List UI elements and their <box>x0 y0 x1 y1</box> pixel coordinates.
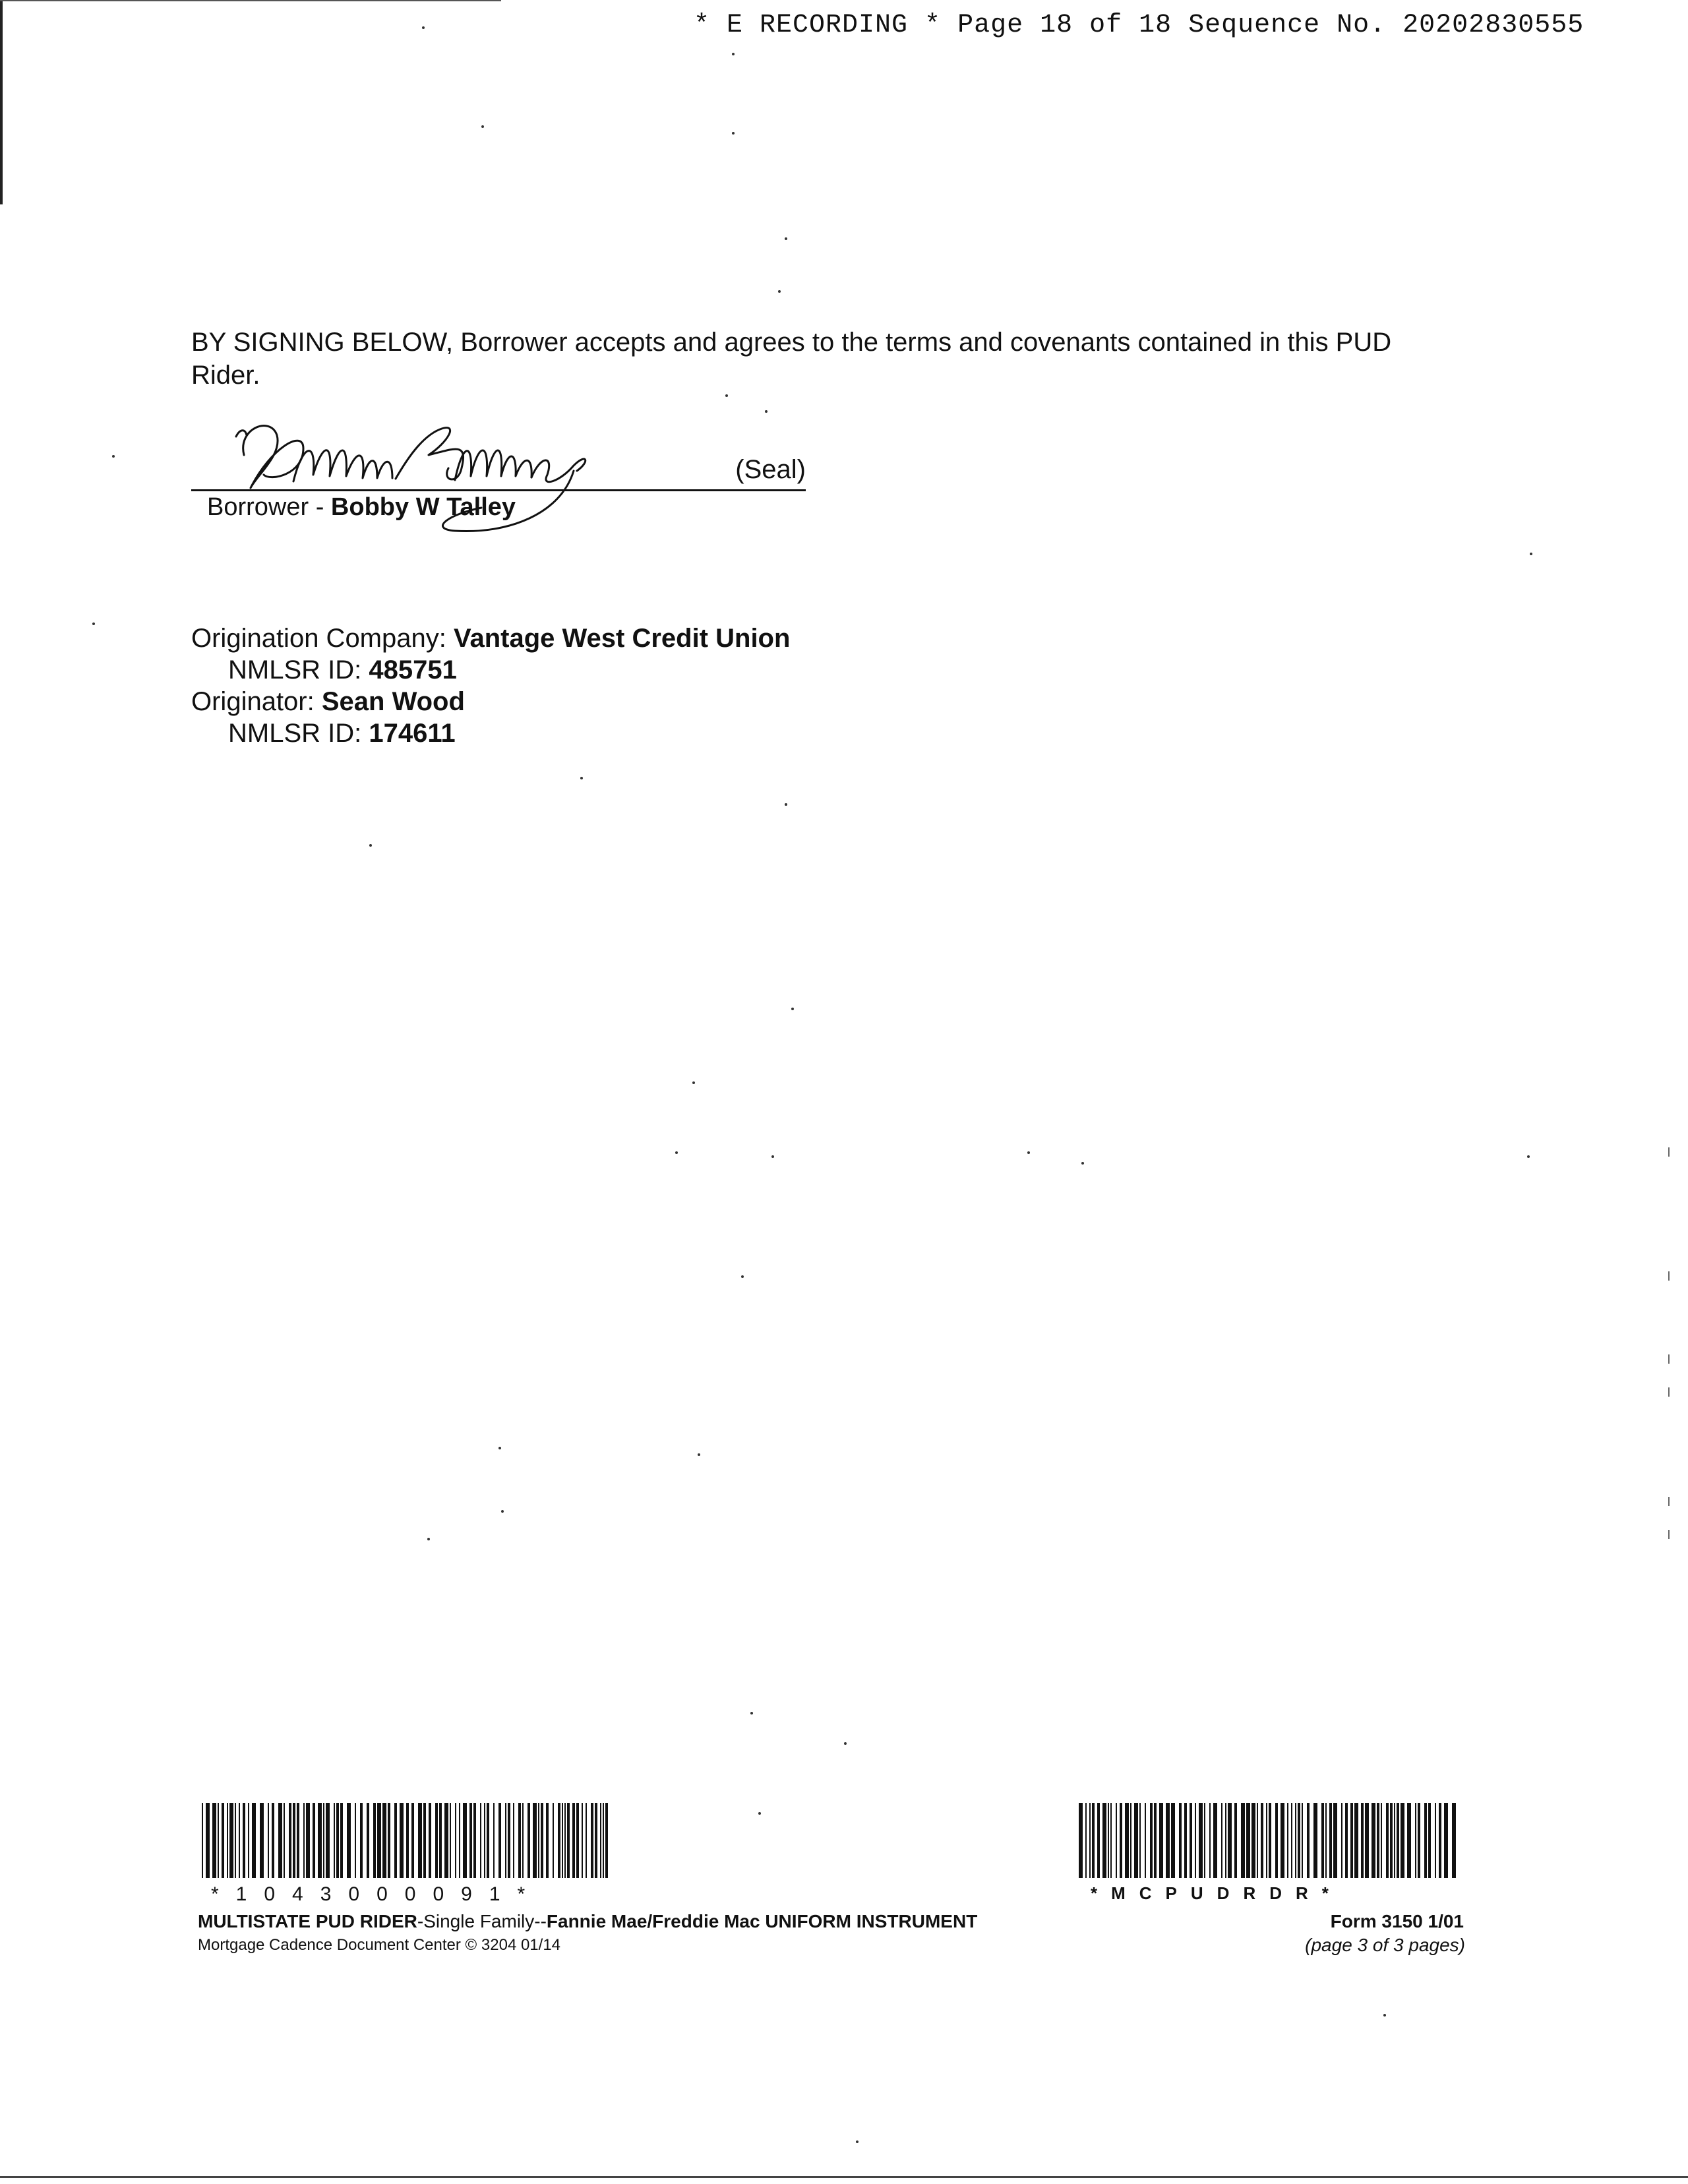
barcode-bar <box>373 1803 376 1878</box>
originator-nmlsr-id: 174611 <box>369 719 456 748</box>
scan-tick <box>1668 1497 1670 1506</box>
barcode-bar <box>1190 1803 1192 1878</box>
barcode-bar <box>1381 1803 1382 1878</box>
barcode-bar <box>459 1803 460 1878</box>
company-nmlsr-id: 485751 <box>369 655 457 684</box>
barcode-bar <box>1354 1803 1358 1878</box>
barcode-bar <box>1333 1803 1337 1878</box>
barcode-bar <box>1116 1803 1117 1878</box>
form-number: Form 3150 1/01 <box>1330 1911 1464 1931</box>
scan-tick <box>1668 1147 1670 1157</box>
barcode-bar <box>235 1803 236 1878</box>
barcode-bar <box>1415 1803 1416 1878</box>
scan-speck <box>778 290 781 293</box>
barcode-bar <box>1325 1803 1327 1878</box>
barcode-bar <box>567 1803 570 1878</box>
barcode-bar <box>1394 1803 1395 1878</box>
barcode-left <box>202 1803 611 1878</box>
barcode-bar <box>518 1803 521 1878</box>
barcode-bar <box>1092 1803 1095 1878</box>
barcode-bar <box>473 1803 476 1878</box>
scan-tick <box>1668 1530 1670 1539</box>
barcode-bar <box>1120 1803 1122 1878</box>
barcode-bar <box>293 1803 295 1878</box>
barcode-bar <box>400 1803 404 1878</box>
barcode-bar <box>1418 1803 1420 1878</box>
barcode-bar <box>1154 1803 1157 1878</box>
scan-speck <box>481 125 484 128</box>
barcode-bar <box>444 1803 448 1878</box>
barcode-bar <box>480 1803 481 1878</box>
barcode-right <box>1079 1803 1456 1878</box>
barcode-bar <box>1401 1803 1404 1878</box>
barcode-bar <box>1261 1803 1263 1878</box>
seal-label: (Seal) <box>735 455 806 484</box>
barcode-bar <box>202 1803 203 1878</box>
barcode-bar <box>340 1803 343 1878</box>
barcode-bar <box>355 1803 356 1878</box>
barcode-bar <box>1281 1803 1284 1878</box>
barcode-bar <box>1166 1803 1170 1878</box>
barcode-bar <box>455 1803 456 1878</box>
barcode-bar <box>326 1803 330 1878</box>
barcode-bar <box>388 1803 390 1878</box>
scan-speck <box>692 1081 695 1084</box>
originator-label: Originator: <box>191 687 322 716</box>
barcode-bar <box>1184 1803 1187 1878</box>
barcode-bar <box>1089 1803 1091 1878</box>
barcode-bar <box>1110 1803 1112 1878</box>
barcode-bar <box>1424 1803 1427 1878</box>
form-subtitle: Mortgage Cadence Document Center © 3204 01/14 <box>198 1936 561 1954</box>
barcode-bar <box>284 1803 285 1878</box>
barcode-bar <box>1435 1803 1436 1878</box>
barcode-bar <box>498 1803 501 1878</box>
barcode-bar <box>429 1803 431 1878</box>
scan-speck <box>369 844 372 847</box>
scan-speck <box>785 803 787 806</box>
barcode-bar <box>1195 1803 1196 1878</box>
barcode-bar <box>1307 1803 1310 1878</box>
agreement-text: BY SIGNING BELOW, Borrower accepts and agrees to the terms and covenants contained in this PUD Rider. <box>191 328 1392 390</box>
barcode-bar <box>541 1803 543 1878</box>
originator-row <box>191 686 790 717</box>
barcode-bar <box>306 1803 310 1878</box>
barcode-bar <box>546 1803 549 1878</box>
borrower-name: Bobby W Talley <box>330 493 516 521</box>
borrower-prefix: Borrower - <box>207 493 331 521</box>
barcode-bar <box>528 1803 530 1878</box>
barcode-bar <box>1204 1803 1205 1878</box>
barcode-bar <box>1377 1803 1379 1878</box>
barcode-bar <box>239 1803 240 1878</box>
origination-info <box>191 622 790 749</box>
barcode-bar <box>206 1803 210 1878</box>
barcode-bar <box>406 1803 409 1878</box>
barcode-bar <box>1108 1803 1109 1878</box>
scan-speck <box>1383 2014 1386 2017</box>
form-title-bold2: Fannie Mae/Freddie Mac UNIFORM INSTRUMENT <box>546 1911 978 1931</box>
scan-speck <box>112 455 115 458</box>
scan-speck <box>1530 553 1532 555</box>
barcode-bar <box>487 1803 489 1878</box>
barcode-bar <box>243 1803 245 1878</box>
barcode-bar <box>1361 1803 1364 1878</box>
barcode-bar <box>1390 1803 1393 1878</box>
barcode-bar <box>1199 1803 1203 1878</box>
barcode-bar <box>1228 1803 1232 1878</box>
scan-edge-top <box>0 0 501 1</box>
barcode-bar <box>313 1803 315 1878</box>
barcode-bar <box>591 1803 593 1878</box>
scan-speck <box>1027 1151 1030 1154</box>
barcode-right-text: *MCPUDRDR* <box>1091 1883 1342 1903</box>
scan-speck <box>422 26 425 29</box>
origination-company-row <box>191 622 790 654</box>
barcode-bar <box>1234 1803 1237 1878</box>
barcode-bar <box>1246 1803 1250 1878</box>
barcode-bar <box>1125 1803 1129 1878</box>
scan-edge-bottom <box>0 2176 1688 2178</box>
barcode-bar <box>1428 1803 1431 1878</box>
barcode-bar <box>229 1803 233 1878</box>
form-title-bold: MULTISTATE PUD RIDER <box>198 1911 417 1931</box>
barcode-bar <box>1251 1803 1255 1878</box>
scan-speck <box>1527 1155 1530 1158</box>
barcode-bar <box>418 1803 422 1878</box>
barcode-bar <box>1407 1803 1411 1878</box>
barcode-bar <box>1241 1803 1245 1878</box>
barcode-bar <box>222 1803 224 1878</box>
scan-speck <box>750 1712 753 1714</box>
scan-speck <box>427 1538 430 1540</box>
scan-speck <box>698 1453 700 1456</box>
barcode-bar <box>439 1803 442 1878</box>
barcode-left-text: *1043000091* <box>211 1883 543 1905</box>
barcode-bar <box>334 1803 335 1878</box>
barcode-bar <box>272 1803 274 1878</box>
barcode-bar <box>564 1803 566 1878</box>
barcode-bar <box>227 1803 228 1878</box>
borrower-label <box>207 493 516 522</box>
barcode-bar <box>558 1803 560 1878</box>
barcode-bar <box>1452 1803 1456 1878</box>
barcode-bar <box>289 1803 291 1878</box>
barcode-bar <box>318 1803 322 1878</box>
barcode-bar <box>411 1803 414 1878</box>
scan-speck <box>771 1155 774 1158</box>
barcode-bar <box>252 1803 256 1878</box>
barcode-bar <box>484 1803 485 1878</box>
barcode-bar <box>1130 1803 1131 1878</box>
barcode-bar <box>1298 1803 1300 1878</box>
barcode-bar <box>605 1803 608 1878</box>
barcode-bar <box>336 1803 339 1878</box>
barcode-bar <box>1139 1803 1141 1878</box>
origination-company-name: Vantage West Credit Union <box>453 624 791 653</box>
barcode-bar <box>553 1803 554 1878</box>
barcode-bar <box>1350 1803 1353 1878</box>
barcode-bar <box>538 1803 539 1878</box>
scan-speck <box>580 777 583 779</box>
barcode-bar <box>582 1803 583 1878</box>
barcode-bar <box>394 1803 397 1878</box>
barcode-bar <box>469 1803 472 1878</box>
barcode-bar <box>595 1803 597 1878</box>
barcode-bar <box>1179 1803 1182 1878</box>
scan-speck <box>844 1742 847 1745</box>
barcode-bar <box>1209 1803 1211 1878</box>
barcode-bar <box>505 1803 506 1878</box>
scan-speck <box>785 237 787 240</box>
barcode-bar <box>1085 1803 1087 1878</box>
signature-line <box>191 489 806 491</box>
form-title <box>198 1911 977 1932</box>
barcode-bar <box>382 1803 386 1878</box>
barcode-bar <box>1397 1803 1399 1878</box>
scan-speck <box>92 622 95 625</box>
barcode-bar <box>1257 1803 1258 1878</box>
barcode-bar <box>493 1803 495 1878</box>
barcode-bar <box>268 1803 269 1878</box>
barcode-bar <box>562 1803 563 1878</box>
barcode-bar <box>463 1803 467 1878</box>
barcode-bar <box>1097 1803 1100 1878</box>
scan-tick <box>1668 1387 1670 1397</box>
barcode-bar <box>1145 1803 1146 1878</box>
scan-speck <box>675 1151 678 1154</box>
barcode-bar <box>513 1803 514 1878</box>
form-page-count: (page 3 of 3 pages) <box>1305 1935 1465 1955</box>
barcode-bar <box>278 1803 282 1878</box>
barcode-bar <box>212 1803 216 1878</box>
barcode-bar <box>377 1803 381 1878</box>
barcode-bar <box>347 1803 351 1878</box>
form-title-normal: -Single Family-- <box>417 1911 547 1931</box>
barcode-bar <box>450 1803 451 1878</box>
scan-speck <box>856 2140 859 2143</box>
origination-company-label: Origination Company: <box>191 624 454 653</box>
barcode-bar <box>1345 1803 1348 1878</box>
barcode-bar <box>1275 1803 1278 1878</box>
scan-speck <box>758 1812 761 1815</box>
barcode-bar <box>1225 1803 1226 1878</box>
barcode-bar <box>1159 1803 1163 1878</box>
barcode-bar <box>508 1803 510 1878</box>
barcode-bar <box>1439 1803 1441 1878</box>
barcode-bar <box>1269 1803 1271 1878</box>
barcode-bar <box>572 1803 575 1878</box>
barcode-bar <box>533 1803 537 1878</box>
barcode-bar <box>1329 1803 1332 1878</box>
barcode-bar <box>1221 1803 1222 1878</box>
originator-nmlsr-row <box>191 717 790 749</box>
barcode-bar <box>423 1803 426 1878</box>
scan-speck <box>1081 1162 1084 1165</box>
barcode-bar <box>248 1803 249 1878</box>
barcode-bar <box>1213 1803 1217 1878</box>
barcode-bar <box>367 1803 369 1878</box>
scan-speck <box>501 1510 504 1513</box>
originator-nmlsr-label: NMLSR ID: <box>228 719 369 748</box>
barcode-bar <box>1386 1803 1389 1878</box>
barcode-bar <box>1102 1803 1106 1878</box>
barcode-bar <box>576 1803 579 1878</box>
scan-speck <box>732 53 735 55</box>
barcode-bar <box>1302 1803 1303 1878</box>
scan-tick <box>1668 1271 1670 1281</box>
barcode-bar <box>603 1803 604 1878</box>
barcode-bar <box>360 1803 363 1878</box>
scan-tick <box>1668 1354 1670 1364</box>
scan-speck <box>791 1008 794 1010</box>
barcode-bar <box>1341 1803 1342 1878</box>
barcode-bar <box>297 1803 299 1878</box>
signature-block <box>191 396 811 541</box>
scan-edge-left <box>0 0 3 204</box>
company-nmlsr-label: NMLSR ID: <box>228 655 369 684</box>
barcode-bar <box>1287 1803 1288 1878</box>
barcode-bar <box>1291 1803 1292 1878</box>
barcode-bar <box>600 1803 601 1878</box>
company-nmlsr-row <box>191 654 790 686</box>
barcode-bar <box>1266 1803 1267 1878</box>
barcode-bar <box>1079 1803 1083 1878</box>
barcode-bar <box>1444 1803 1448 1878</box>
barcode-bar <box>1313 1803 1317 1878</box>
barcode-bar <box>522 1803 524 1878</box>
barcode-bar <box>303 1803 305 1878</box>
scan-speck <box>741 1275 744 1278</box>
barcode-bar <box>586 1803 587 1878</box>
originator-name: Sean Wood <box>321 687 465 716</box>
barcode-bar <box>1372 1803 1375 1878</box>
barcode-bar <box>435 1803 438 1878</box>
barcode-bar <box>1134 1803 1138 1878</box>
barcode-bar <box>1171 1803 1175 1878</box>
barcode-bar <box>260 1803 264 1878</box>
barcode-bar <box>1321 1803 1324 1878</box>
barcode-bar <box>1150 1803 1153 1878</box>
scan-speck <box>498 1447 501 1449</box>
scan-speck <box>732 132 735 135</box>
barcode-bar <box>323 1803 324 1878</box>
barcode-bar <box>1295 1803 1296 1878</box>
recording-stamp: * E RECORDING * Page 18 of 18 Sequence No. 20202830555 <box>694 11 1584 40</box>
barcode-bar <box>1365 1803 1369 1878</box>
barcode-bar <box>218 1803 219 1878</box>
